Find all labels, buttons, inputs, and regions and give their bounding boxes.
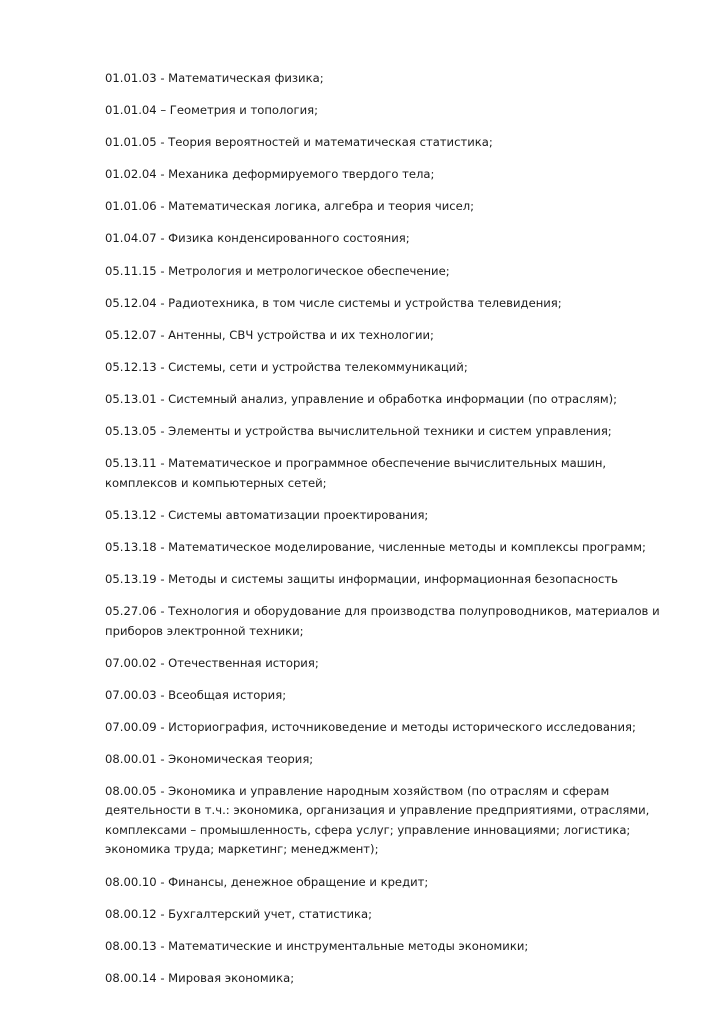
specialty-item: 08.00.13 - Математические и инструментальные методы экономики;	[105, 938, 529, 953]
specialty-item: 05.11.15 - Метрология и метрологическое обеспечение;	[105, 263, 450, 278]
specialty-item: 05.13.18 - Математическое моделирование, численные методы и комплексы программ;	[105, 539, 646, 554]
specialty-item: 05.13.11 - Математическое и программное обеспечение вычислительных машин, комплексов и компьютерных сетей;	[105, 456, 607, 490]
specialty-item: 05.13.01 - Системный анализ, управление и обработка информации (по отраслям);	[105, 391, 618, 406]
specialty-item: 01.01.05 - Теория вероятностей и математическая статистика;	[105, 135, 493, 150]
specialty-item: 05.12.07 - Антенны, СВЧ устройства и их технологии;	[105, 327, 434, 342]
specialty-item: 01.02.04 - Механика деформируемого твердого тела;	[105, 167, 435, 182]
specialty-item: 05.12.13 - Системы, сети и устройства телекоммуникаций;	[105, 359, 468, 374]
specialty-item: 08.00.05 - Экономика и управление народным хозяйством (по отраслям и сферам деятельности в т.ч.: экономика, организация и управление предприятиями, отраслями, комплексами – промышленность, сфера услуг; управление инновациями; логистика; экономика труда; маркетинг; менеджмент);	[105, 783, 650, 857]
specialty-item: 08.00.01 - Экономическая теория;	[105, 751, 314, 766]
specialty-item: 05.13.19 - Методы и системы защиты информации, информационная безопасность	[105, 571, 618, 586]
specialty-item: 01.04.07 - Физика конденсированного состояния;	[105, 231, 410, 246]
specialty-list	[105, 69, 680, 1001]
specialty-item: 08.00.10 - Финансы, денежное обращение и кредит;	[105, 874, 429, 889]
specialty-item: 07.00.03 - Всеобщая история;	[105, 687, 287, 702]
specialty-item: 05.13.12 - Системы автоматизации проектирования;	[105, 507, 429, 522]
specialty-item: 01.01.06 - Математическая логика, алгебра и теория чисел;	[105, 199, 475, 214]
specialty-item: 05.12.04 - Радиотехника, в том числе системы и устройства телевидения;	[105, 295, 562, 310]
specialty-item: 01.01.03 - Математическая физика;	[105, 71, 324, 85]
specialty-item: 05.27.06 - Технология и оборудование для производства полупроводников, материалов и приборов электронной техники;	[105, 604, 660, 638]
specialty-item: 07.00.09 - Историография, источниковедение и методы исторического исследования;	[105, 719, 636, 734]
specialty-item: 01.01.04 – Геометрия и топология;	[105, 103, 319, 118]
specialty-item: 08.00.14 - Мировая экономика;	[105, 970, 295, 985]
specialty-item: 08.00.12 - Бухгалтерский учет, статистика;	[105, 906, 373, 921]
specialty-item: 07.00.02 - Отечественная история;	[105, 655, 319, 670]
specialty-item: 05.13.05 - Элементы и устройства вычислительной техники и систем управления;	[105, 424, 612, 439]
